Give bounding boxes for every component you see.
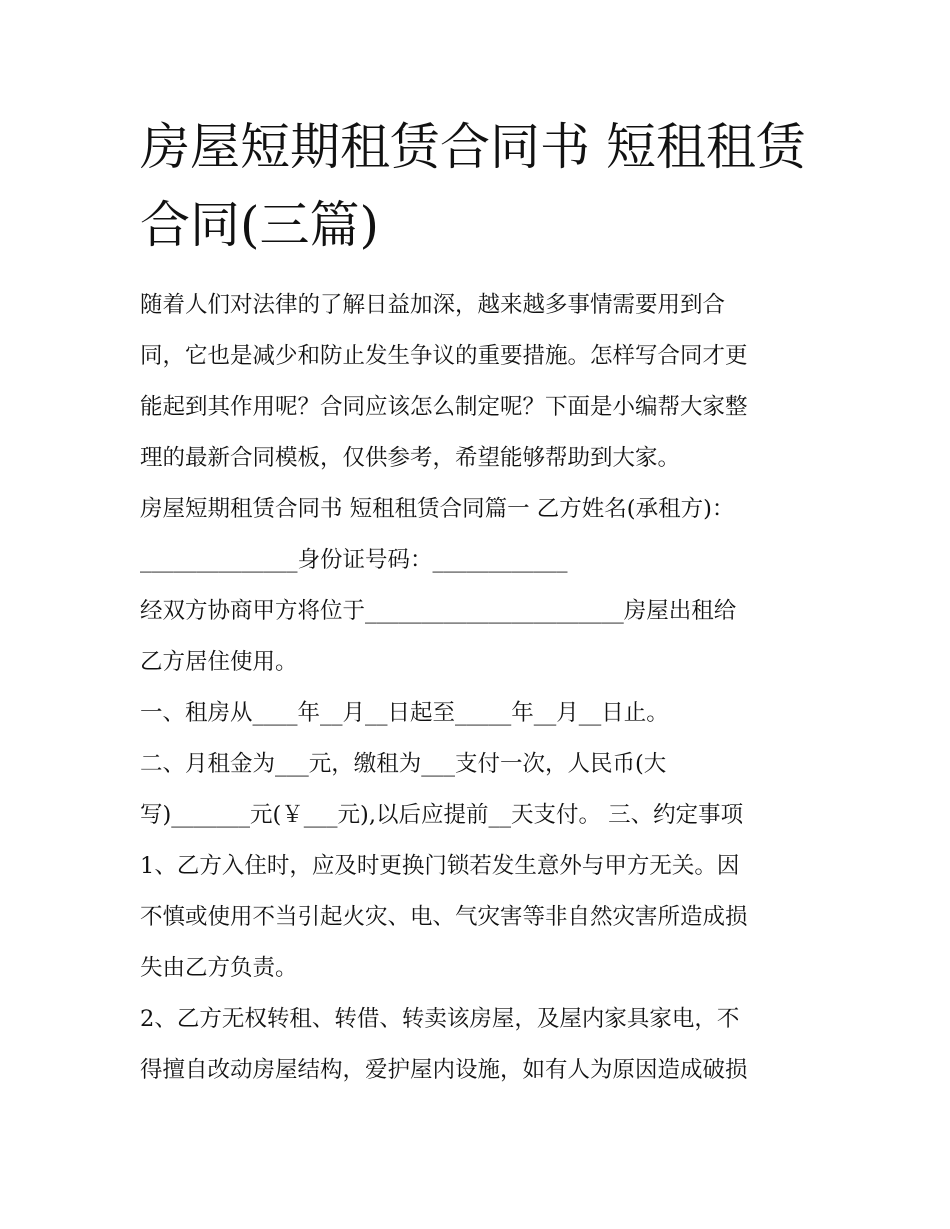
clause-item-line: 得擅自改动房屋结构，爱护屋内设施，如有人为原因造成破损 [140, 1057, 748, 1083]
property-location-line: 乙方居住使用。 [140, 649, 298, 675]
section-heading-line: 房屋短期租赁合同书 短租租赁合同篇一 乙方姓名(承租方)： [140, 496, 735, 522]
document-title [140, 108, 820, 264]
clause-item-line: 失由乙方负责。 [140, 955, 298, 981]
clause-item-line: 不慎或使用不当引起火灾、电、气灾害等非自然灾害所造成损 [140, 904, 748, 930]
clause-rent-line: 写)_______元(￥___元),以后应提前__天支付。 三、约定事项 [140, 802, 744, 828]
intro-line: 理的最新合同模板，仅供参考，希望能够帮助到大家。 [140, 445, 681, 471]
title-line: 合同(三篇) [140, 196, 380, 254]
document-body [140, 280, 820, 1096]
clause-item-line: 2、乙方无权转租、转借、转卖该房屋，及屋内家具家电，不 [140, 1006, 740, 1032]
id-number-line: ______________身份证号码：____________ [140, 547, 568, 573]
property-location-line: 经双方协商甲方将位于_______________________房屋出租给 [140, 598, 737, 624]
title-line: 房屋短期租赁合同书 短租租赁 [140, 118, 806, 176]
intro-line: 同，它也是减少和防止发生争议的重要措施。怎样写合同才更 [140, 343, 748, 369]
intro-line: 随着人们对法律的了解日益加深，越来越多事情需要用到合 [140, 292, 726, 318]
intro-line: 能起到其作用呢？合同应该怎么制定呢？下面是小编帮大家整 [140, 394, 748, 420]
clause-term-line: 一、租房从____年__月__日起至_____年__月__日止。 [140, 700, 669, 726]
clause-item-line: 1、乙方入住时，应及时更换门锁若发生意外与甲方无关。因 [140, 853, 740, 879]
clause-rent-line: 二、月租金为___元，缴租为___支付一次，人民币(大 [140, 751, 667, 777]
